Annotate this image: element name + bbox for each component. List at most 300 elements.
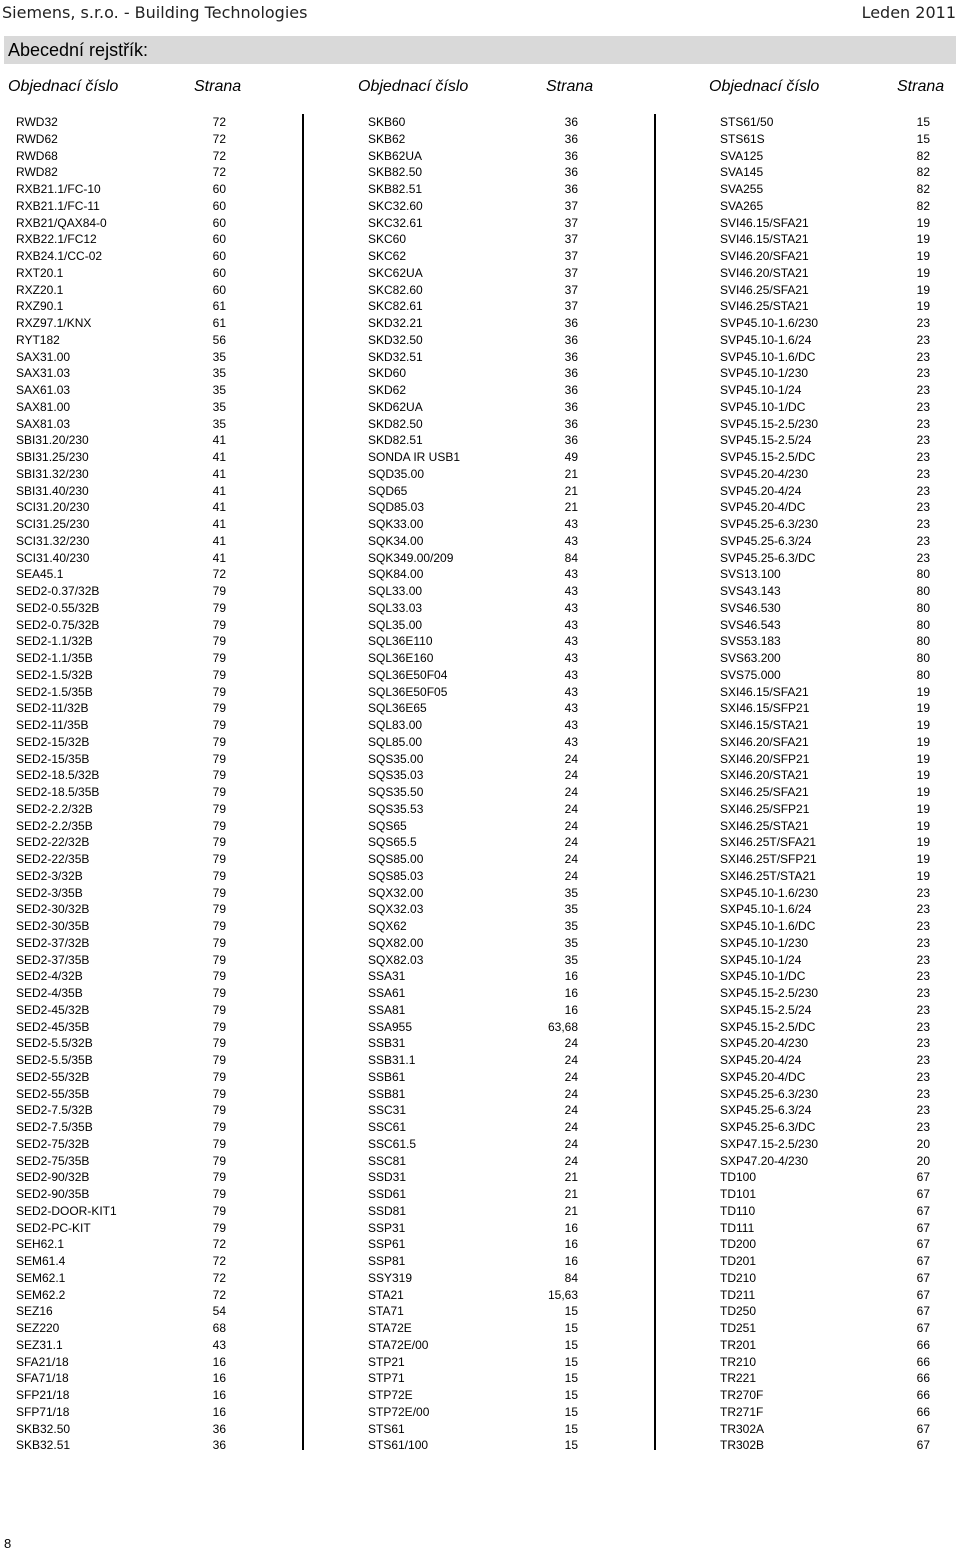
page-ref: 80 [916, 667, 930, 682]
index-row [720, 533, 930, 550]
page-ref: 79 [212, 1019, 226, 1034]
page-ref: 79 [212, 1086, 226, 1101]
index-row [16, 114, 226, 131]
index-row [368, 148, 578, 165]
order-number: SED2-3/32B [16, 868, 83, 883]
page-ref: 37 [564, 198, 578, 213]
page-ref: 19 [916, 818, 930, 833]
order-number: TD100 [720, 1170, 757, 1185]
page-ref: 36 [564, 332, 578, 347]
page-ref: 79 [212, 919, 226, 933]
order-number: SSC31 [368, 1103, 407, 1118]
index-row [16, 667, 226, 684]
index-row [16, 818, 226, 835]
order-number: SQL36E50F05 [368, 684, 448, 699]
index-row [720, 131, 930, 148]
index-row [368, 834, 578, 851]
order-number: SXI46.20/SFP21 [720, 751, 810, 766]
page-ref: 35 [212, 383, 226, 397]
page-ref: 66 [916, 1337, 930, 1352]
order-number: SXP47.20-4/230 [720, 1153, 809, 1168]
index-row [368, 818, 578, 835]
page-ref: 49 [564, 450, 578, 464]
order-number: SED2-15/32B [16, 734, 90, 749]
order-number: SED2-45/35B [16, 1019, 90, 1034]
page-ref: 79 [212, 1120, 226, 1134]
page-ref: 72 [212, 567, 226, 582]
page-ref: 67 [916, 1254, 930, 1268]
index-row [720, 1069, 930, 1086]
index-row [368, 215, 578, 232]
order-number: SXP45.20-4/DC [720, 1069, 806, 1084]
page-ref: 72 [212, 131, 226, 146]
page-ref: 79 [212, 1002, 226, 1017]
order-number: SXP45.10-1/DC [720, 969, 806, 984]
index-row [16, 717, 226, 734]
index-row [16, 1019, 226, 1036]
order-number: SQK84.00 [368, 567, 424, 582]
order-number: SVP45.10-1.6/DC [720, 349, 816, 364]
index-row [16, 1052, 226, 1069]
order-number: STP71 [368, 1371, 405, 1386]
page-ref: 36 [564, 131, 578, 146]
page-ref: 79 [212, 785, 226, 799]
index-row [720, 466, 930, 483]
order-number: SVA145 [720, 165, 764, 180]
page-ref: 21 [564, 1187, 578, 1201]
index-row [368, 1186, 578, 1203]
page-ref: 21 [564, 500, 578, 515]
order-number: SFA21/18 [16, 1354, 69, 1369]
page-ref: 41 [212, 433, 226, 448]
page-ref: 23 [916, 500, 930, 515]
page-ref: 43 [564, 718, 578, 732]
order-number: SVI46.15/SFA21 [720, 215, 809, 230]
order-number: TD101 [720, 1187, 757, 1201]
index-row [16, 483, 226, 500]
order-number: SVP45.25-6.3/DC [720, 550, 816, 565]
page-ref: 19 [916, 215, 930, 230]
page-ref: 72 [212, 115, 226, 129]
index-row [16, 1437, 226, 1454]
page-ref: 19 [916, 701, 930, 716]
page-ref: 41 [212, 517, 226, 531]
order-number: SEZ31.1 [16, 1337, 63, 1352]
order-number: SKB82.50 [368, 165, 423, 180]
order-number: SVP45.15-2.5/DC [720, 450, 816, 464]
order-number: SSY319 [368, 1270, 413, 1285]
index-row [16, 1421, 226, 1438]
order-number: SVI46.20/SFA21 [720, 249, 809, 263]
order-number: SXP45.25-6.3/24 [720, 1103, 812, 1118]
order-number: SED2-2.2/35B [16, 818, 93, 833]
page-ref: 24 [564, 1086, 578, 1101]
page-ref: 23 [916, 1120, 930, 1134]
order-number: SEM61.4 [16, 1254, 66, 1268]
index-row [720, 1169, 930, 1186]
index-row [16, 382, 226, 399]
page-ref: 15 [564, 1438, 578, 1453]
index-row [720, 550, 930, 567]
order-number: SXP45.10-1/230 [720, 935, 809, 950]
order-number: SVI46.25/STA21 [720, 299, 809, 314]
page-ref: 35 [564, 902, 578, 917]
index-row [720, 684, 930, 701]
order-number: SFP21/18 [16, 1388, 70, 1402]
index-row [720, 298, 930, 315]
order-number: SVA255 [720, 182, 764, 196]
index-row [720, 1035, 930, 1052]
page-ref: 79 [212, 1153, 226, 1168]
index-row [16, 935, 226, 952]
index-row [720, 600, 930, 617]
index-row [368, 1303, 578, 1320]
index-row [368, 1136, 578, 1153]
order-number: SED2-1.5/35B [16, 684, 93, 699]
index-row [368, 516, 578, 533]
index-row [368, 349, 578, 366]
page-ref: 66 [916, 1388, 930, 1402]
page-ref: 24 [564, 835, 578, 850]
order-number: SQL36E110 [368, 634, 433, 649]
index-row [720, 1287, 930, 1304]
page-ref: 72 [212, 1287, 226, 1302]
index-row [368, 265, 578, 282]
page-ref: 79 [212, 1170, 226, 1185]
page-ref: 67 [916, 1170, 930, 1185]
order-number: SKD32.21 [368, 316, 423, 330]
index-row [16, 248, 226, 265]
order-number: SED2-22/35B [16, 852, 90, 866]
index-row [16, 416, 226, 433]
page-ref: 79 [212, 701, 226, 716]
index-row [368, 416, 578, 433]
page-ref: 19 [916, 282, 930, 297]
index-row [368, 1203, 578, 1220]
index-row [720, 499, 930, 516]
index-row [720, 834, 930, 851]
index-row [16, 1370, 226, 1387]
order-number: SQD65 [368, 483, 408, 498]
index-row [16, 164, 226, 181]
index-row [16, 1387, 226, 1404]
index-row [16, 148, 226, 165]
index-row [368, 432, 578, 449]
index-row [16, 751, 226, 768]
index-row [720, 432, 930, 449]
page-ref: 41 [212, 550, 226, 565]
index-row [16, 349, 226, 366]
order-number: SSA955 [368, 1019, 413, 1034]
order-number: SED2-0.37/32B [16, 584, 100, 598]
page-ref: 43 [564, 684, 578, 699]
order-number: SXI46.15/SFP21 [720, 701, 810, 716]
order-number: SKB60 [368, 115, 406, 129]
order-number: SQL33.03 [368, 600, 423, 615]
order-number: SKD62UA [368, 399, 423, 414]
index-row [720, 700, 930, 717]
order-number: SXI46.25/SFP21 [720, 801, 810, 816]
order-number: RWD32 [16, 115, 58, 129]
order-number: SVS46.530 [720, 600, 781, 615]
index-row [720, 583, 930, 600]
order-number: SXI46.25T/SFA21 [720, 835, 817, 850]
order-number: SVS75.000 [720, 667, 781, 682]
page-ref: 79 [212, 734, 226, 749]
order-number: SKC62UA [368, 265, 423, 280]
index-row [720, 667, 930, 684]
page-ref: 60 [212, 198, 226, 213]
order-number: SVP45.25-6.3/230 [720, 517, 819, 531]
order-number: STP72E/00 [368, 1404, 430, 1419]
index-row [720, 1421, 930, 1438]
index-row [368, 918, 578, 935]
index-row [368, 1052, 578, 1069]
order-number: SVP45.10-1.6/230 [720, 316, 819, 330]
order-number: SXI46.20/STA21 [720, 768, 809, 783]
page-ref: 35 [564, 885, 578, 900]
index-row [720, 248, 930, 265]
company-name: Siemens, s.r.o. - Building Technologies [2, 2, 308, 22]
page-ref: 43 [564, 584, 578, 598]
index-row [720, 566, 930, 583]
index-column-1 [16, 114, 226, 1454]
page-ref: 23 [916, 366, 930, 381]
index-row [16, 566, 226, 583]
index-row [720, 717, 930, 734]
index-row [720, 1086, 930, 1103]
order-number: SSP81 [368, 1254, 406, 1268]
order-number: SSC61.5 [368, 1136, 417, 1151]
order-number: SED2-75/35B [16, 1153, 90, 1168]
page-ref: 41 [212, 450, 226, 464]
page-ref: 79 [212, 684, 226, 699]
order-number: SKD82.51 [368, 433, 423, 448]
order-number: SKD32.51 [368, 349, 423, 364]
page-ref: 21 [564, 466, 578, 481]
order-number: SED2-30/32B [16, 902, 90, 917]
order-number: SXI46.25T/STA21 [720, 868, 816, 883]
page-ref: 16 [564, 969, 578, 984]
order-number: RYT182 [16, 332, 60, 347]
index-row [720, 181, 930, 198]
order-number: SXP45.10-1.6/DC [720, 919, 816, 933]
page-ref: 19 [916, 835, 930, 850]
order-number: SED2-18.5/35B [16, 785, 100, 799]
order-number: SXP45.20-4/230 [720, 1036, 809, 1051]
index-row [16, 583, 226, 600]
page-ref: 36 [564, 366, 578, 381]
order-number: SKB62UA [368, 148, 423, 163]
index-row [720, 751, 930, 768]
page-ref: 60 [212, 215, 226, 230]
order-number: SSD61 [368, 1187, 407, 1201]
index-row [720, 901, 930, 918]
order-number: TR271F [720, 1404, 764, 1419]
index-row [16, 1136, 226, 1153]
page-ref: 79 [212, 1203, 226, 1218]
page-ref: 72 [212, 1270, 226, 1285]
page-ref: 23 [916, 902, 930, 917]
order-number: SED2-1.5/32B [16, 667, 93, 682]
order-number: SEH62.1 [16, 1237, 65, 1252]
index-row [720, 818, 930, 835]
order-number: SED2-37/35B [16, 952, 90, 967]
page-ref: 67 [916, 1438, 930, 1453]
index-row [16, 533, 226, 550]
order-number: SQX32.03 [368, 902, 424, 917]
index-row [368, 784, 578, 801]
page-ref: 79 [212, 1036, 226, 1051]
order-number: SED2-7.5/32B [16, 1103, 93, 1118]
page-ref: 16 [564, 1002, 578, 1017]
page-ref: 35 [564, 952, 578, 967]
index-row [720, 198, 930, 215]
index-row [720, 1437, 930, 1454]
page-ref: 21 [564, 483, 578, 498]
page-ref: 23 [916, 1036, 930, 1051]
index-row [16, 1035, 226, 1052]
index-row [368, 198, 578, 215]
order-number: SVP45.10-1/24 [720, 383, 802, 397]
order-number: SSA31 [368, 969, 406, 984]
order-number: SED2-37/32B [16, 935, 90, 950]
page-ref: 37 [564, 249, 578, 263]
index-row [16, 1220, 226, 1237]
index-row [368, 131, 578, 148]
index-row [720, 617, 930, 634]
order-number: SED2-2.2/32B [16, 801, 93, 816]
page-ref: 72 [212, 1254, 226, 1268]
index-column-2 [368, 114, 578, 1454]
order-number: SKD62 [368, 383, 407, 397]
index-row [16, 1069, 226, 1086]
page-ref: 36 [564, 316, 578, 330]
order-number: TD211 [720, 1287, 756, 1302]
index-row [16, 1086, 226, 1103]
page-ref: 15 [564, 1388, 578, 1402]
order-number: SED2-11/32B [16, 701, 89, 716]
order-number: SKC32.61 [368, 215, 423, 230]
page-ref: 80 [916, 600, 930, 615]
order-number: SXI46.25/SFA21 [720, 785, 809, 799]
page-ref: 24 [564, 801, 578, 816]
order-number: SEM62.2 [16, 1287, 66, 1302]
page-ref: 79 [212, 768, 226, 783]
index-row [368, 1320, 578, 1337]
page-ref: 16 [212, 1388, 226, 1402]
index-row [16, 282, 226, 299]
order-number: SED2-4/32B [16, 969, 83, 984]
order-number: SCI31.25/230 [16, 517, 90, 531]
index-row [16, 1253, 226, 1270]
index-row [16, 1354, 226, 1371]
index-row [720, 1270, 930, 1287]
page-ref: 37 [564, 232, 578, 247]
page-ref: 36 [212, 1421, 226, 1436]
index-row [368, 1421, 578, 1438]
order-number: SEZ16 [16, 1304, 53, 1319]
order-number: SQS85.00 [368, 852, 424, 866]
index-row [368, 483, 578, 500]
page-ref: 23 [916, 416, 930, 431]
order-number: SQS35.50 [368, 785, 424, 799]
index-row [16, 617, 226, 634]
page-ref: 79 [212, 634, 226, 649]
index-row [368, 365, 578, 382]
order-number: SVP45.10-1/DC [720, 399, 806, 414]
page-ref: 15 [564, 1321, 578, 1335]
index-row [16, 265, 226, 282]
order-number: SXP45.10-1.6/230 [720, 885, 819, 900]
index-row [16, 684, 226, 701]
order-number: SONDA IR USB1 [368, 450, 461, 464]
page-ref: 19 [916, 232, 930, 247]
order-number: TR302A [720, 1421, 765, 1436]
page-ref: 24 [564, 751, 578, 766]
order-number: RWD82 [16, 165, 58, 180]
order-number: SQL36E65 [368, 701, 427, 716]
page-ref: 15,63 [547, 1287, 578, 1302]
index-row [368, 1270, 578, 1287]
page-ref: 15 [564, 1371, 578, 1386]
order-number: TD251 [720, 1321, 757, 1335]
page-ref: 36 [564, 148, 578, 163]
page-ref: 79 [212, 952, 226, 967]
index-row [368, 901, 578, 918]
order-number: SXP45.25-6.3/DC [720, 1120, 816, 1134]
page-ref: 79 [212, 835, 226, 850]
index-row [368, 1253, 578, 1270]
order-number: SEM62.1 [16, 1270, 66, 1285]
order-number: STS61/100 [368, 1438, 429, 1453]
index-row [368, 566, 578, 583]
order-number: SQL85.00 [368, 734, 423, 749]
page-ref: 24 [564, 1036, 578, 1051]
page-ref: 79 [212, 801, 226, 816]
page-ref: 15 [916, 131, 930, 146]
index-row [368, 700, 578, 717]
order-number: TR221 [720, 1371, 757, 1386]
page-ref: 19 [916, 249, 930, 263]
order-number: TD201 [720, 1254, 757, 1268]
index-row [720, 1354, 930, 1371]
page-ref: 43 [564, 533, 578, 548]
index-row [16, 1320, 226, 1337]
page-ref: 24 [564, 1153, 578, 1168]
index-row [16, 1337, 226, 1354]
index-row [16, 834, 226, 851]
index-row [720, 1102, 930, 1119]
page-ref: 43 [564, 667, 578, 682]
page-ref: 67 [916, 1237, 930, 1252]
order-number: SBI31.20/230 [16, 433, 89, 448]
index-row [16, 801, 226, 818]
order-number: SQL35.00 [368, 617, 423, 632]
order-number: RXB22.1/FC12 [16, 232, 97, 247]
index-row [16, 1002, 226, 1019]
order-number: SED2-PC-KIT [16, 1220, 91, 1235]
page-ref: 67 [916, 1270, 930, 1285]
index-row [368, 449, 578, 466]
order-number: SCI31.40/230 [16, 550, 90, 565]
page-ref: 43 [212, 1337, 226, 1352]
index-row [720, 801, 930, 818]
index-row [720, 633, 930, 650]
order-number: SKC82.60 [368, 282, 423, 297]
page-ref: 23 [916, 986, 930, 1000]
page-ref: 24 [564, 852, 578, 866]
